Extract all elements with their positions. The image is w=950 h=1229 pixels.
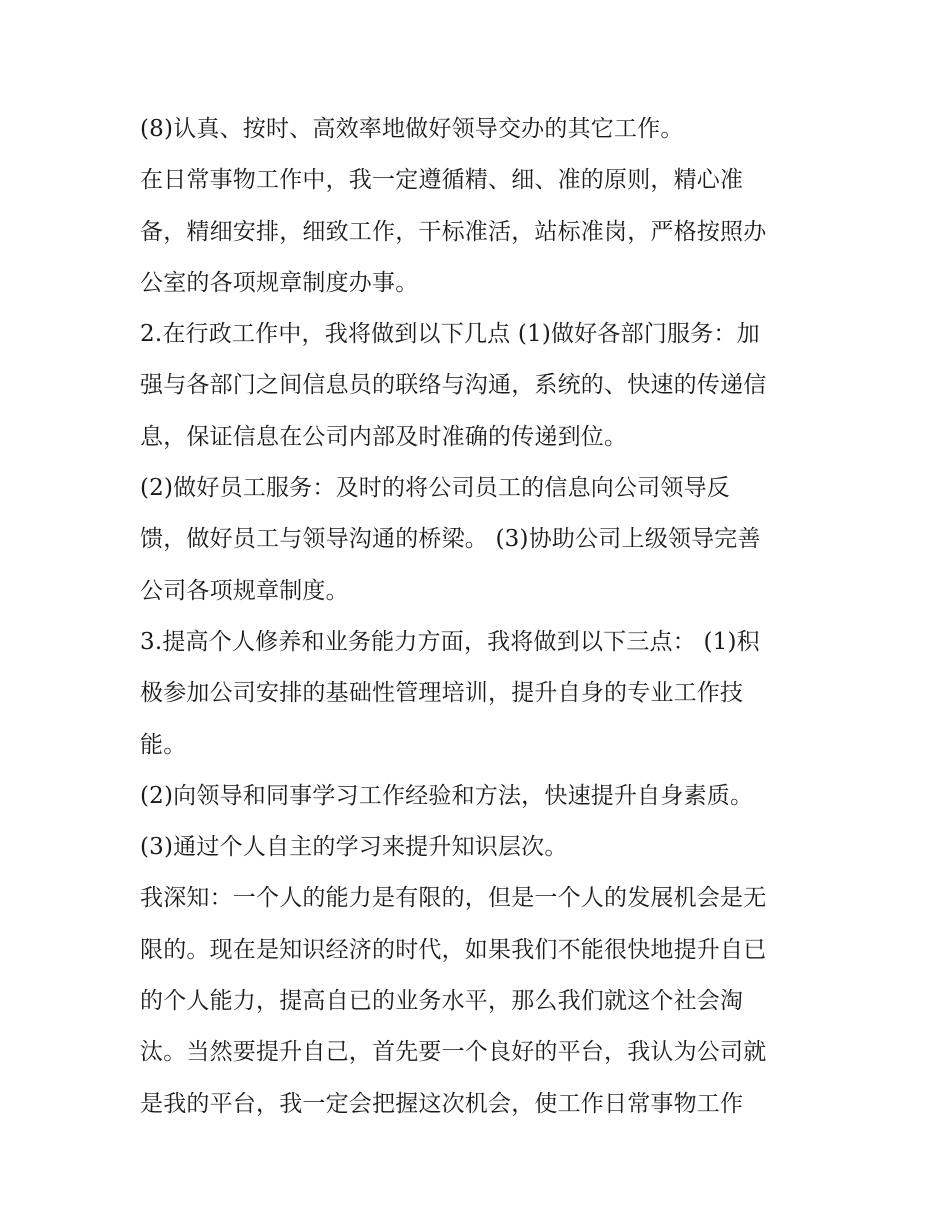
text-line: 强与各部门之间信息员的联络与沟通，系统的、快速的传递信 (140, 372, 767, 399)
text-line: (2)向领导和同事学习工作经验和方法，快速提升自身素质。 (140, 782, 754, 809)
text-line: 公司各项规章制度。 (140, 577, 349, 604)
text-line: 2.在行政工作中，我将做到以下几点 (1)做好各部门服务：加 (140, 321, 760, 348)
text-line: 汰。当然要提升自己，首先要一个良好的平台，我认为公司就 (140, 1039, 767, 1066)
text-line: 限的。现在是知识经济的时代，如果我们不能很快地提升自已 (140, 936, 767, 963)
text-line: 公室的各项规章制度办事。 (140, 269, 419, 296)
text-line: (2)做好员工服务：及时的将公司员工的信息向公司领导反 (140, 475, 730, 502)
text-line: 息，保证信息在公司内部及时准确的传递到位。 (140, 423, 628, 450)
text-line: (8)认真、按时、高效率地做好领导交办的其它工作。 (140, 116, 684, 142)
text-line: 我深知：一个人的能力是有限的，但是一个人的发展机会是无 (140, 885, 767, 912)
text-line: 馈，做好员工与领导沟通的桥梁。 (3)协助公司上级领导完善 (140, 526, 761, 553)
text-line: 极参加公司安排的基础性管理培训，提升自身的专业工作技 (140, 680, 744, 707)
text-line: (3)通过个人自主的学习来提升知识层次。 (140, 834, 568, 861)
document-body (140, 104, 820, 1130)
text-line: 是我的平台，我一定会把握这次机会，使工作日常事物工作 (140, 1090, 744, 1117)
text-line: 的个人能力，提高自已的业务水平，那么我们就这个社会淘 (140, 988, 744, 1015)
text-line: 备，精细安排，细致工作，干标准活，站标准岗，严格按照办 (140, 218, 767, 245)
text-line: 能。 (140, 731, 187, 758)
text-line: 在日常事物工作中，我一定遵循精、细、准的原则，精心准 (140, 167, 744, 194)
text-line: 3.提高个人修养和业务能力方面，我将做到以下三点： (1)积 (140, 628, 760, 655)
